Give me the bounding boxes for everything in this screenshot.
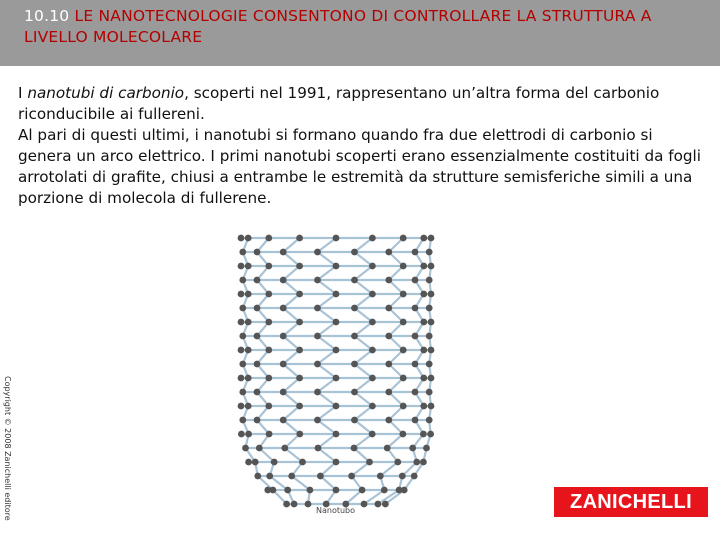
carbon-atom [428,375,435,382]
carbon-atom [252,459,259,466]
carbon-atom [239,277,246,284]
carbon-atom [420,403,427,410]
carbon-atom [351,361,358,368]
carbon-atom [426,277,433,284]
carbon-atom [413,459,420,466]
carbon-atom [245,291,252,298]
carbon-atom [238,375,245,382]
carbon-atom [284,487,291,494]
carbon-atom [239,249,246,256]
carbon-atom [420,319,427,326]
carbon-atom [238,431,245,438]
carbon-atom [369,291,376,298]
carbon-bond [318,420,337,434]
carbon-atom [400,291,407,298]
carbon-atom [239,389,246,396]
carbon-atom [296,263,303,270]
carbon-atom [385,333,392,340]
paragraph-2: Al pari di questi ultimi, i nanotubi si formano quando fra due elettrodi di carbonio si genera un arco elettrico. I primi nanotubi scoperti erano essenzialmente costituiti da fogli arrotolati di grafite, chiusi a entrambe le estremità da strutture semisferiche simili a una porzione di molecola di fullerene. [18,126,701,207]
carbon-bond [318,448,336,462]
carbon-atom [266,431,273,438]
carbon-atom [254,473,261,480]
carbon-atom [399,473,406,480]
carbon-atom [333,291,340,298]
carbon-atom [420,431,427,438]
carbon-atom [245,375,252,382]
carbon-atom [266,473,273,480]
carbon-atom [265,375,272,382]
carbon-atom [283,501,290,508]
carbon-atom [238,347,245,354]
carbon-atom [314,361,321,368]
carbon-atom [296,375,303,382]
carbon-atom [351,249,358,256]
section-number: 10.10 [24,7,70,25]
carbon-atom [280,249,287,256]
carbon-atom [317,473,324,480]
carbon-atom [265,403,272,410]
carbon-atom [412,361,419,368]
carbon-atom [245,319,252,326]
carbon-bond [355,336,373,350]
carbon-atom [351,445,358,452]
carbon-bond [355,280,373,294]
carbon-atom [396,487,403,494]
carbon-atom [239,305,246,312]
carbon-atom [428,235,435,242]
carbon-atom [427,431,434,438]
carbon-bond [355,364,373,378]
carbon-atom [333,487,340,494]
carbon-atom [239,333,246,340]
paragraph-1-rest: , scoperti nel 1991, rappresentano un’altra forma del carbonio riconducibile ai fullereni. [18,84,660,123]
carbon-atom [333,431,340,438]
carbon-atom [426,417,433,424]
carbon-atom [351,305,358,312]
carbon-atom [381,487,388,494]
carbon-bond [355,308,373,322]
carbon-atom [314,333,321,340]
carbon-atom [280,333,287,340]
carbon-atom [254,389,261,396]
carbon-atom [254,333,261,340]
carbon-bond [318,252,337,266]
carbon-atom [280,305,287,312]
carbon-atom [333,375,340,382]
carbon-atom [385,389,392,396]
section-title: LE NANOTECNOLOGIE CONSENTONO DI CONTROLLARE LA STRUTTURA A LIVELLO MOLECOLARE [24,7,652,46]
carbon-atom [299,459,306,466]
carbon-atom [245,263,252,270]
figure-caption: Nanotubo [316,506,356,515]
carbon-atom [394,459,401,466]
copyright-notice: Copyright © 2008 Zanichelli editore [3,376,12,521]
carbon-atom [296,291,303,298]
carbon-atom [428,291,435,298]
carbon-atom [369,319,376,326]
carbon-atom [314,305,321,312]
carbon-atom [412,277,419,284]
carbon-atom [359,487,366,494]
carbon-atom [333,347,340,354]
carbon-bond [355,378,373,392]
carbon-atom [333,235,340,242]
carbon-atom [296,431,303,438]
slide-title [24,6,704,48]
carbon-bond [292,476,310,490]
zanichelli-logo: ZANICHELLI [554,487,708,517]
carbon-atom [254,249,261,256]
carbon-bond [318,350,337,364]
carbon-atom [428,403,435,410]
paragraph-1-italic: nanotubi di carbonio [27,84,185,102]
carbon-atom [239,361,246,368]
carbon-atom [426,333,433,340]
carbon-atom [238,319,245,326]
carbon-atom [400,403,407,410]
carbon-atom [377,473,384,480]
carbon-atom [245,347,252,354]
carbon-atom [361,501,368,508]
carbon-atom [238,291,245,298]
carbon-bond [355,252,373,266]
carbon-atom [400,235,407,242]
carbon-atom [385,361,392,368]
carbon-atom [369,431,376,438]
carbon-bond [355,350,373,364]
carbon-atom [426,361,433,368]
carbon-atom [245,403,252,410]
carbon-atom [254,277,261,284]
carbon-atom [333,459,340,466]
carbon-bond [355,266,373,280]
carbon-atom [351,333,358,340]
carbon-atom [412,305,419,312]
carbon-atom [281,445,288,452]
carbon-atom [428,319,435,326]
carbon-atom [242,445,249,452]
carbon-atom [409,445,416,452]
carbon-atom [296,403,303,410]
carbon-atom [238,403,245,410]
carbon-atom [265,347,272,354]
carbon-atom [351,417,358,424]
carbon-atom [420,235,427,242]
carbon-atom [239,417,246,424]
carbon-atom [296,235,303,242]
carbon-atom [314,417,321,424]
carbon-atom [280,277,287,284]
carbon-atom [428,263,435,270]
body-text [18,83,708,209]
carbon-atom [420,291,427,298]
carbon-atom [385,417,392,424]
carbon-atom [420,263,427,270]
carbon-atom [256,445,263,452]
carbon-atom [296,319,303,326]
carbon-atom [351,277,358,284]
carbon-atom [385,249,392,256]
carbon-atom [265,263,272,270]
carbon-atom [333,263,340,270]
carbon-atom [264,487,271,494]
carbon-atom [238,235,245,242]
carbon-atom [400,263,407,270]
carbon-bond [318,294,337,308]
carbon-atom [375,501,382,508]
carbon-bond [318,266,337,280]
carbon-bond [318,406,337,420]
carbon-bond [355,294,373,308]
carbon-atom [428,347,435,354]
carbon-atom [423,445,430,452]
paragraph-1-lead: I [18,84,28,102]
carbon-atom [400,375,407,382]
carbon-atom [254,417,261,424]
nanotube-illustration [226,226,446,526]
carbon-atom [333,403,340,410]
carbon-atom [420,459,427,466]
carbon-atom [426,389,433,396]
carbon-atom [305,501,312,508]
carbon-bond [318,364,337,378]
carbon-atom [245,235,252,242]
carbon-atom [280,361,287,368]
carbon-atom [382,501,389,508]
carbon-atom [348,473,355,480]
carbon-atom [411,473,418,480]
carbon-bond [318,238,337,252]
carbon-atom [412,249,419,256]
carbon-atom [400,347,407,354]
carbon-atom [280,389,287,396]
carbon-atom [385,305,392,312]
nanotube-svg [226,226,446,526]
carbon-bond [318,434,336,448]
carbon-bond [318,378,337,392]
carbon-atom [314,249,321,256]
paragraph-1 [18,83,708,125]
carbon-atom [265,235,272,242]
carbon-atom [254,361,261,368]
carbon-atom [271,459,278,466]
carbon-atom [400,319,407,326]
carbon-atom [265,291,272,298]
carbon-atom [314,277,321,284]
carbon-bond [352,462,370,476]
carbon-atom [254,305,261,312]
carbon-atom [412,389,419,396]
carbon-atom [307,487,314,494]
carbon-atom [296,347,303,354]
carbon-bond [355,238,373,252]
carbon-atom [280,417,287,424]
carbon-atom [288,473,295,480]
carbon-atom [314,389,321,396]
carbon-atom [420,347,427,354]
carbon-atom [385,277,392,284]
carbon-atom [369,403,376,410]
carbon-bond [355,406,373,420]
carbon-bond [318,392,337,406]
carbon-atom [369,347,376,354]
carbon-atom [384,445,391,452]
carbon-bond [318,322,337,336]
carbon-bond [354,434,372,448]
carbon-atom [426,305,433,312]
carbon-atom [245,431,252,438]
carbon-atom [351,389,358,396]
carbon-atom [369,235,376,242]
carbon-atom [400,431,407,438]
carbon-atom [238,263,245,270]
carbon-atom [412,417,419,424]
carbon-atom [426,249,433,256]
carbon-bond [355,392,373,406]
carbon-atom [245,459,252,466]
carbon-atom [333,319,340,326]
carbon-atom [369,263,376,270]
carbon-bond [355,322,373,336]
carbon-atom [265,319,272,326]
carbon-bond [318,336,337,350]
carbon-bond [318,308,337,322]
carbon-atom [412,333,419,340]
carbon-atom [369,375,376,382]
carbon-atom [366,459,373,466]
carbon-atom [291,501,298,508]
carbon-atom [315,445,322,452]
carbon-atom [420,375,427,382]
carbon-bond [318,280,337,294]
